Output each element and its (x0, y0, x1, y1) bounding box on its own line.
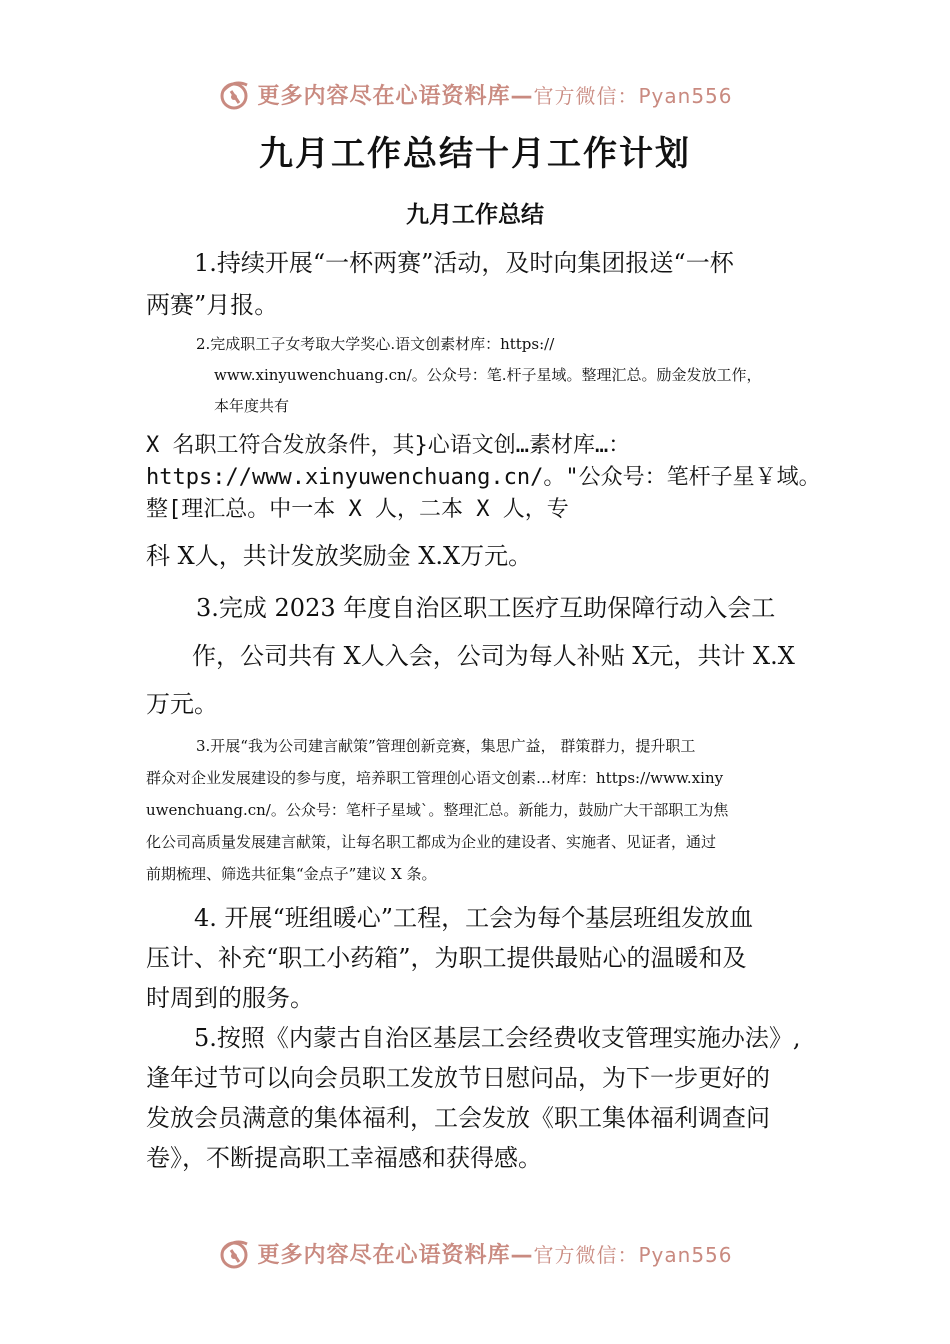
text-line: 万元。 (146, 690, 218, 718)
watermark-text (257, 1238, 732, 1269)
paragraph-item-1 (146, 242, 734, 326)
document-title: 九月工作总结十月工作计划 (259, 134, 691, 174)
brush-calligraphy-icon (217, 77, 251, 111)
watermark-wechat: 官方微信：Pyan556 (533, 83, 733, 108)
section-subtitle: 九月工作总结 (406, 201, 544, 228)
paragraph-item-2-large (146, 430, 821, 526)
text-line: 3.开展“我为公司建言献策”管理创新竞赛，集思广益， 群策群力，提升职工 (196, 737, 696, 755)
text-line: 逢年过节可以向会员职工发放节日慰问品，为下一步更好的 (146, 1064, 770, 1092)
text-line: 1.持续开展“一杯两赛”活动，及时向集团报送“一杯 (194, 249, 734, 277)
text-line: 4. 开展“班组暖心”工程，工会为每个基层班组发放血 (194, 904, 754, 932)
paragraph-item-3a (146, 584, 795, 728)
brush-calligraphy-icon (217, 1236, 251, 1270)
watermark-main: 更多内容尽在心语资料库— (257, 1242, 534, 1268)
text-line: uwenchuang.cn/。公众号：笔杆子星域`。整理汇总。新能力，鼓励广大干部职工为焦 (146, 801, 729, 819)
text-line: 发放会员满意的集体福利，工会发放《职工集体福利调查问 (146, 1104, 770, 1132)
watermark-main: 更多内容尽在心语资料库— (257, 83, 534, 109)
text-line: 3.完成 2023 年度自治区职工医疗互助保障行动入会工 (196, 594, 776, 622)
text-line: 卷》，不断提高职工幸福感和获得感。 (146, 1144, 542, 1172)
text-line: 2.完成职工子女考取大学奖心.语文创素材库：https:// (196, 335, 555, 353)
text-line: 科 X人，共计发放奖励金 X.X万元。 (146, 542, 533, 570)
watermark-wechat: 官方微信：Pyan556 (533, 1242, 733, 1267)
text-line: 压计、补充“职工小药箱”，为职工提供最贴心的温暖和及 (146, 944, 747, 972)
paragraph-item-5 (146, 1018, 801, 1178)
text-line: 化公司高质量发展建言献策，让每名职工都成为企业的建设者、实施者、见证者，通过 (146, 833, 717, 851)
watermark-text (257, 79, 732, 110)
text-line: 本年度共有 (214, 397, 290, 415)
paragraph-item-4 (146, 898, 753, 1018)
text-line: 前期梳理、筛选共征集“金点子”建议 X 条。 (146, 865, 437, 883)
text-line: 两赛”月报。 (146, 291, 279, 319)
text-line: 整[理汇总。中一本 X 人，二本 X 人，专 (146, 497, 569, 522)
text-line: www.xinyuwenchuang.cn/。公众号：笔.杆子星域。整理汇总。励金发放工作， (214, 366, 762, 384)
paragraph-item-2-tail (146, 535, 532, 577)
watermark-banner-bottom (0, 1233, 950, 1273)
paragraph-item-3b (146, 730, 728, 890)
text-line: X 名职工符合发放条件，其}心语文创…素材库…： (146, 433, 631, 458)
text-line: 时周到的服务。 (146, 984, 314, 1012)
text-line: 群众对企业发展建设的参与度，培养职工管理创心语文创素…材库：https://www.xiny (146, 769, 724, 787)
watermark-banner-top (0, 74, 950, 114)
text-line: https://www.xinyuwenchuang.cn/。"公众号：笔杆子星￥域。 (146, 465, 821, 490)
paragraph-item-2-small (196, 329, 762, 422)
text-line: 作，公司共有 X人入会，公司为每人补贴 X元，共计 X.X (192, 642, 795, 670)
text-line: 5.按照《内蒙古自治区基层工会经费收支管理实施办法》, (194, 1024, 801, 1052)
